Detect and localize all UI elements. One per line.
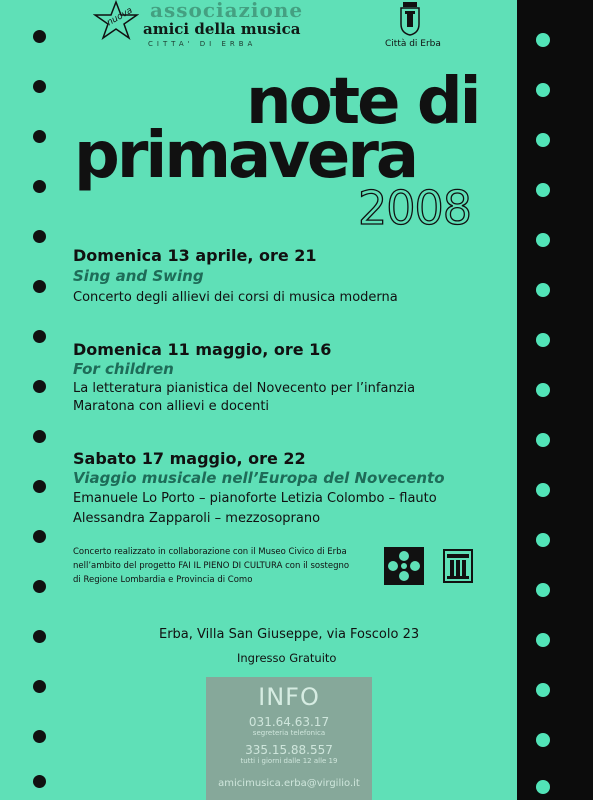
binder-hole <box>33 580 46 593</box>
binder-hole <box>536 233 550 247</box>
event-description: La letteratura pianistica del Novecento per l’infanzia <box>73 381 416 396</box>
info-heading: INFO <box>258 683 320 711</box>
event-date: Sabato 17 maggio, ore 22 <box>73 449 306 468</box>
binder-hole <box>536 583 550 597</box>
info-box <box>206 677 372 800</box>
binder-hole <box>33 680 46 693</box>
title-line-2: primavera <box>74 119 417 193</box>
binder-strip <box>517 0 593 800</box>
binder-hole <box>536 383 550 397</box>
binder-hole <box>536 733 550 747</box>
binder-hole <box>33 630 46 643</box>
event-performers: Alessandra Zapparoli – mezzosoprano <box>73 511 321 526</box>
binder-hole <box>536 33 550 47</box>
credits-line: nell’ambito del progetto FAI IL PIENO DI CULTURA con il sostegno <box>73 561 350 571</box>
binder-hole <box>536 333 550 347</box>
title-year: 2008 <box>358 181 472 235</box>
binder-hole <box>536 483 550 497</box>
binder-hole <box>33 330 46 343</box>
info-phone-1-note: segreteria telefonica <box>252 729 326 737</box>
binder-hole <box>536 283 550 297</box>
binder-hole <box>33 775 46 788</box>
city-crest-icon <box>398 2 422 36</box>
event-title: For children <box>73 360 174 378</box>
binder-hole <box>33 480 46 493</box>
event-title: Viaggio musicale nell’Europa del Novecento <box>73 469 445 487</box>
info-phone-2: 335.15.88.557 <box>245 743 333 757</box>
binder-hole <box>33 380 46 393</box>
binder-hole <box>33 130 46 143</box>
binder-hole <box>536 533 550 547</box>
event-date: Domenica 13 aprile, ore 21 <box>73 246 317 265</box>
event-description: Maratona con allievi e docenti <box>73 399 270 414</box>
binder-hole <box>33 280 46 293</box>
credits-line: di Regione Lombardia e Provincia di Como <box>73 575 253 585</box>
logo-top-word: associazione <box>150 0 304 22</box>
event-title: Sing and Swing <box>73 267 204 285</box>
binder-hole <box>536 433 550 447</box>
info-phone-1: 031.64.63.17 <box>248 715 330 729</box>
logo-badge-nuova: nuova <box>105 5 135 29</box>
binder-hole <box>536 183 550 197</box>
credits-line: Concerto realizzato in collaborazione con il Museo Civico di Erba <box>73 547 347 557</box>
binder-hole <box>536 683 550 697</box>
venue-address: Erba, Villa San Giuseppe, via Foscolo 23 <box>159 627 420 642</box>
admission-note: Ingresso Gratuito <box>237 651 337 665</box>
binder-hole <box>536 83 550 97</box>
binder-hole <box>33 430 46 443</box>
association-name: amici della musica <box>143 20 301 38</box>
binder-hole <box>33 230 46 243</box>
regione-lombardia-rose-icon <box>384 547 424 585</box>
association-city: CITTA' DI ERBA <box>148 40 257 48</box>
event-performers: Emanuele Lo Porto – pianoforte Letizia Colombo – flauto <box>73 491 437 506</box>
info-phone-2-note: tutti i giorni dalle 12 alle 19 <box>240 757 338 765</box>
binder-hole <box>33 80 46 93</box>
binder-hole <box>33 530 46 543</box>
event-description: Concerto degli allievi dei corsi di musica moderna <box>73 290 398 305</box>
binder-hole <box>33 30 46 43</box>
title-line-1: note di <box>246 65 479 139</box>
binder-hole <box>536 633 550 647</box>
binder-hole <box>536 780 550 794</box>
city-label: Città di Erba <box>385 39 441 49</box>
binder-hole <box>33 180 46 193</box>
event-date: Domenica 11 maggio, ore 16 <box>73 340 332 359</box>
museo-civico-logo-icon <box>443 549 473 583</box>
binder-hole <box>33 730 46 743</box>
binder-hole <box>536 133 550 147</box>
info-email: amicimusica.erba@virgilio.it <box>218 778 360 789</box>
